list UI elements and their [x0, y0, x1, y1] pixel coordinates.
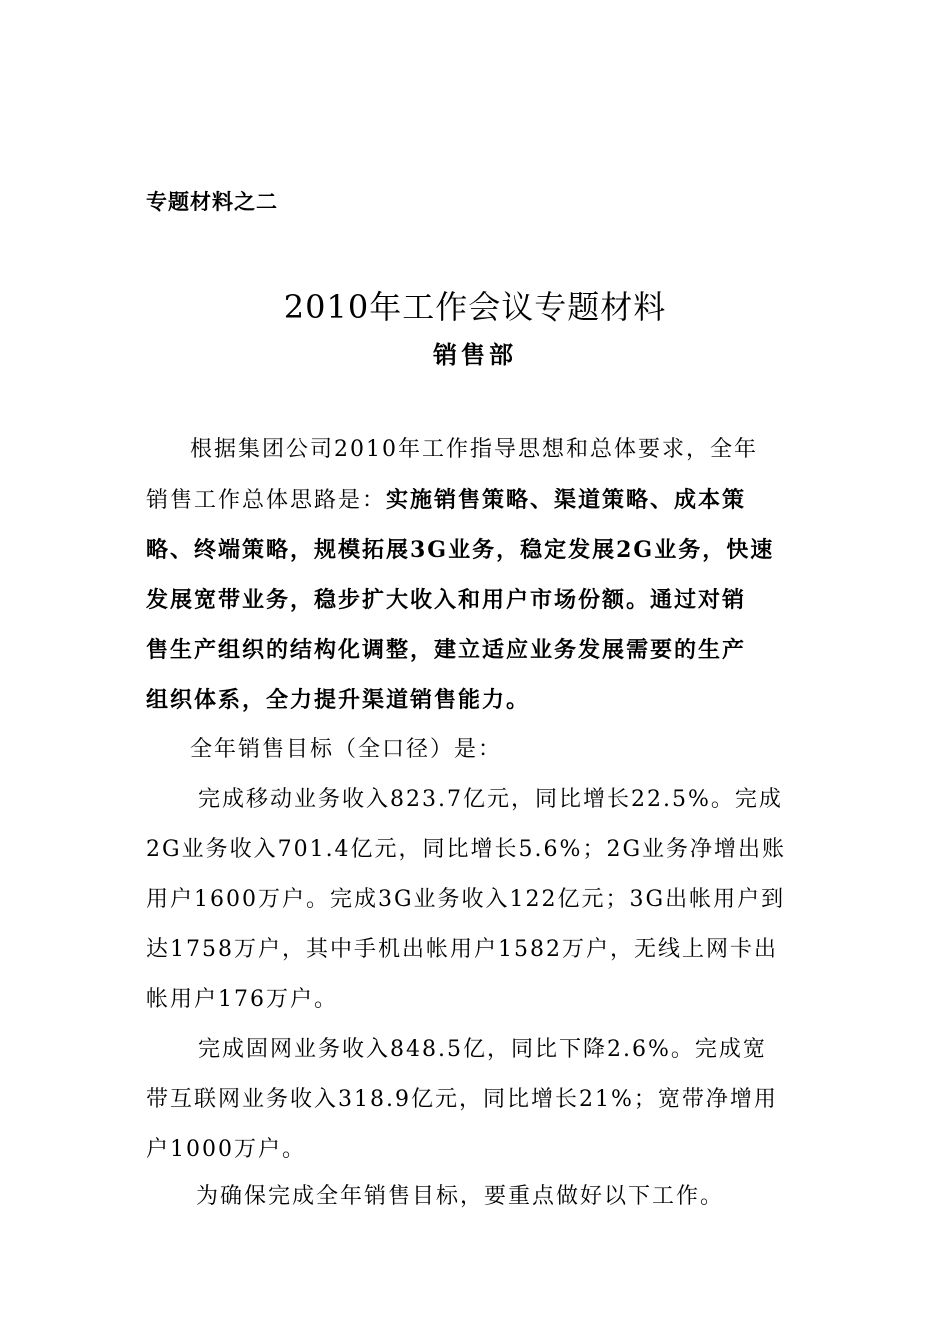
document-label: 专题材料之二 — [146, 189, 278, 214]
paragraph-sales-target-intro — [146, 725, 810, 775]
paragraph-emphasis-line: 略、终端策略，规模拓展3G业务，稳定发展2G业务，快速 — [146, 537, 775, 563]
paragraph-line: 全年销售目标（全口径）是： — [190, 737, 503, 762]
document-title: 2010年工作会议专题材料 — [283, 288, 667, 326]
paragraph-line: 2G业务收入701.4亿元，同比增长5.6%；2G业务净增出账 — [146, 837, 787, 862]
paragraph-line — [146, 475, 810, 525]
paragraph-key-work-intro — [146, 1172, 810, 1222]
paragraph-text: 销售工作总体思路是： — [146, 488, 387, 513]
paragraph-line: 完成移动业务收入823.7亿元，同比增长22.5%。完成 — [198, 787, 783, 812]
department-name: 销售部 — [433, 340, 517, 369]
paragraph-fixed-network-targets — [146, 1025, 810, 1175]
paragraph-mobile-targets — [146, 775, 810, 1025]
paragraph-line: 带互联网业务收入318.9亿元，同比增长21%；宽带净增用 — [146, 1087, 778, 1112]
paragraph-emphasis-line: 发展宽带业务，稳步扩大收入和用户市场份额。通过对销 — [146, 587, 747, 613]
paragraph-line: 用户1600万户。完成3G业务收入122亿元；3G出帐用户到 — [146, 887, 786, 912]
paragraph-line: 帐用户176万户。 — [146, 987, 338, 1012]
paragraph-emphasis: 实施销售策略、渠道策略、成本策 — [386, 487, 747, 513]
paragraph-line: 根据集团公司2010年工作指导思想和总体要求，全年 — [190, 437, 758, 462]
paragraph-emphasis-line: 组织体系，全力提升渠道销售能力。 — [146, 687, 531, 713]
paragraph-emphasis-line: 售生产组织的结构化调整，建立适应业务发展需要的生产 — [146, 637, 747, 663]
paragraph-sales-strategy — [146, 425, 810, 725]
paragraph-line: 为确保完成全年销售目标，要重点做好以下工作。 — [196, 1184, 725, 1209]
paragraph-line: 完成固网业务收入848.5亿，同比下降2.6%。完成宽 — [198, 1037, 767, 1062]
paragraph-line: 户1000万户。 — [146, 1137, 306, 1162]
paragraph-line: 达1758万户，其中手机出帐用户1582万户，无线上网卡出 — [146, 937, 778, 962]
